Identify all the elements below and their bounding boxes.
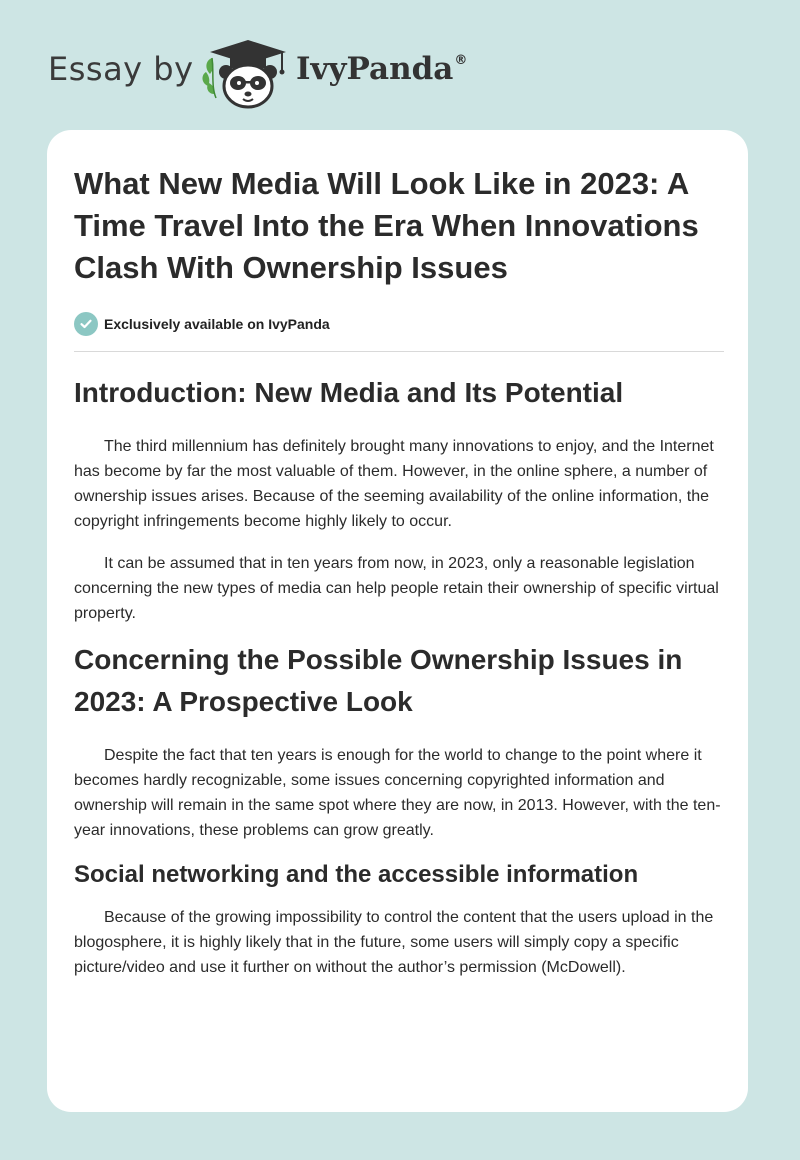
essay-card — [47, 130, 748, 1112]
ivy-leaf-icon — [202, 58, 216, 98]
exclusive-label: Exclusively available on IvyPanda — [104, 316, 330, 332]
check-circle-icon — [74, 312, 98, 336]
paragraph: Because of the growing impossibility to control the content that the users upload in the blogosphere, it is highly likely that in the future, some users will simply copy a specific picture/video and use it further on without the author’s permission (McDowell). — [74, 909, 714, 976]
ivypanda-logo-text[interactable] — [296, 51, 466, 87]
exclusive-badge — [74, 311, 724, 337]
section-heading-ownership-issues: Concerning the Possible Ownership Issues in 2023: A Prospective Look — [74, 644, 683, 717]
panda-graduate-icon[interactable] — [200, 36, 294, 110]
essay-by-label: Essay by — [48, 50, 194, 88]
section-heading-social-networking: Social networking and the accessible information — [74, 861, 639, 888]
site-header — [0, 0, 800, 130]
essay-content — [74, 163, 724, 980]
paragraph: It can be assumed that in ten years from now, in 2023, only a reasonable legislation concerning the new types of media can help people retain their ownership of specific virtual property. — [74, 555, 719, 622]
paragraph: The third millennium has definitely brought many innovations to enjoy, and the Internet has become by far the most valuable of them. However, in the online sphere, a number of ownership issues arises. Because of the seeming availability of the online information, the copyright infringements become highly likely to occur. — [74, 438, 714, 530]
divider — [74, 351, 724, 352]
essay-title: What New Media Will Look Like in 2023: A Time Travel Into the Era When Innovations Clash With Ownership Issues — [74, 166, 699, 285]
section-heading-introduction: Introduction: New Media and Its Potential — [74, 377, 624, 408]
brand-name: IvyPanda — [296, 51, 454, 87]
paragraph: Despite the fact that ten years is enough for the world to change to the point where it becomes hardly recognizable, some issues concerning copyrighted information and ownership will remain in the same spot where they are now, in 2013. However, with the ten-year innovations, these problems can grow greatly. — [74, 747, 721, 839]
registered-mark: ® — [454, 53, 468, 68]
